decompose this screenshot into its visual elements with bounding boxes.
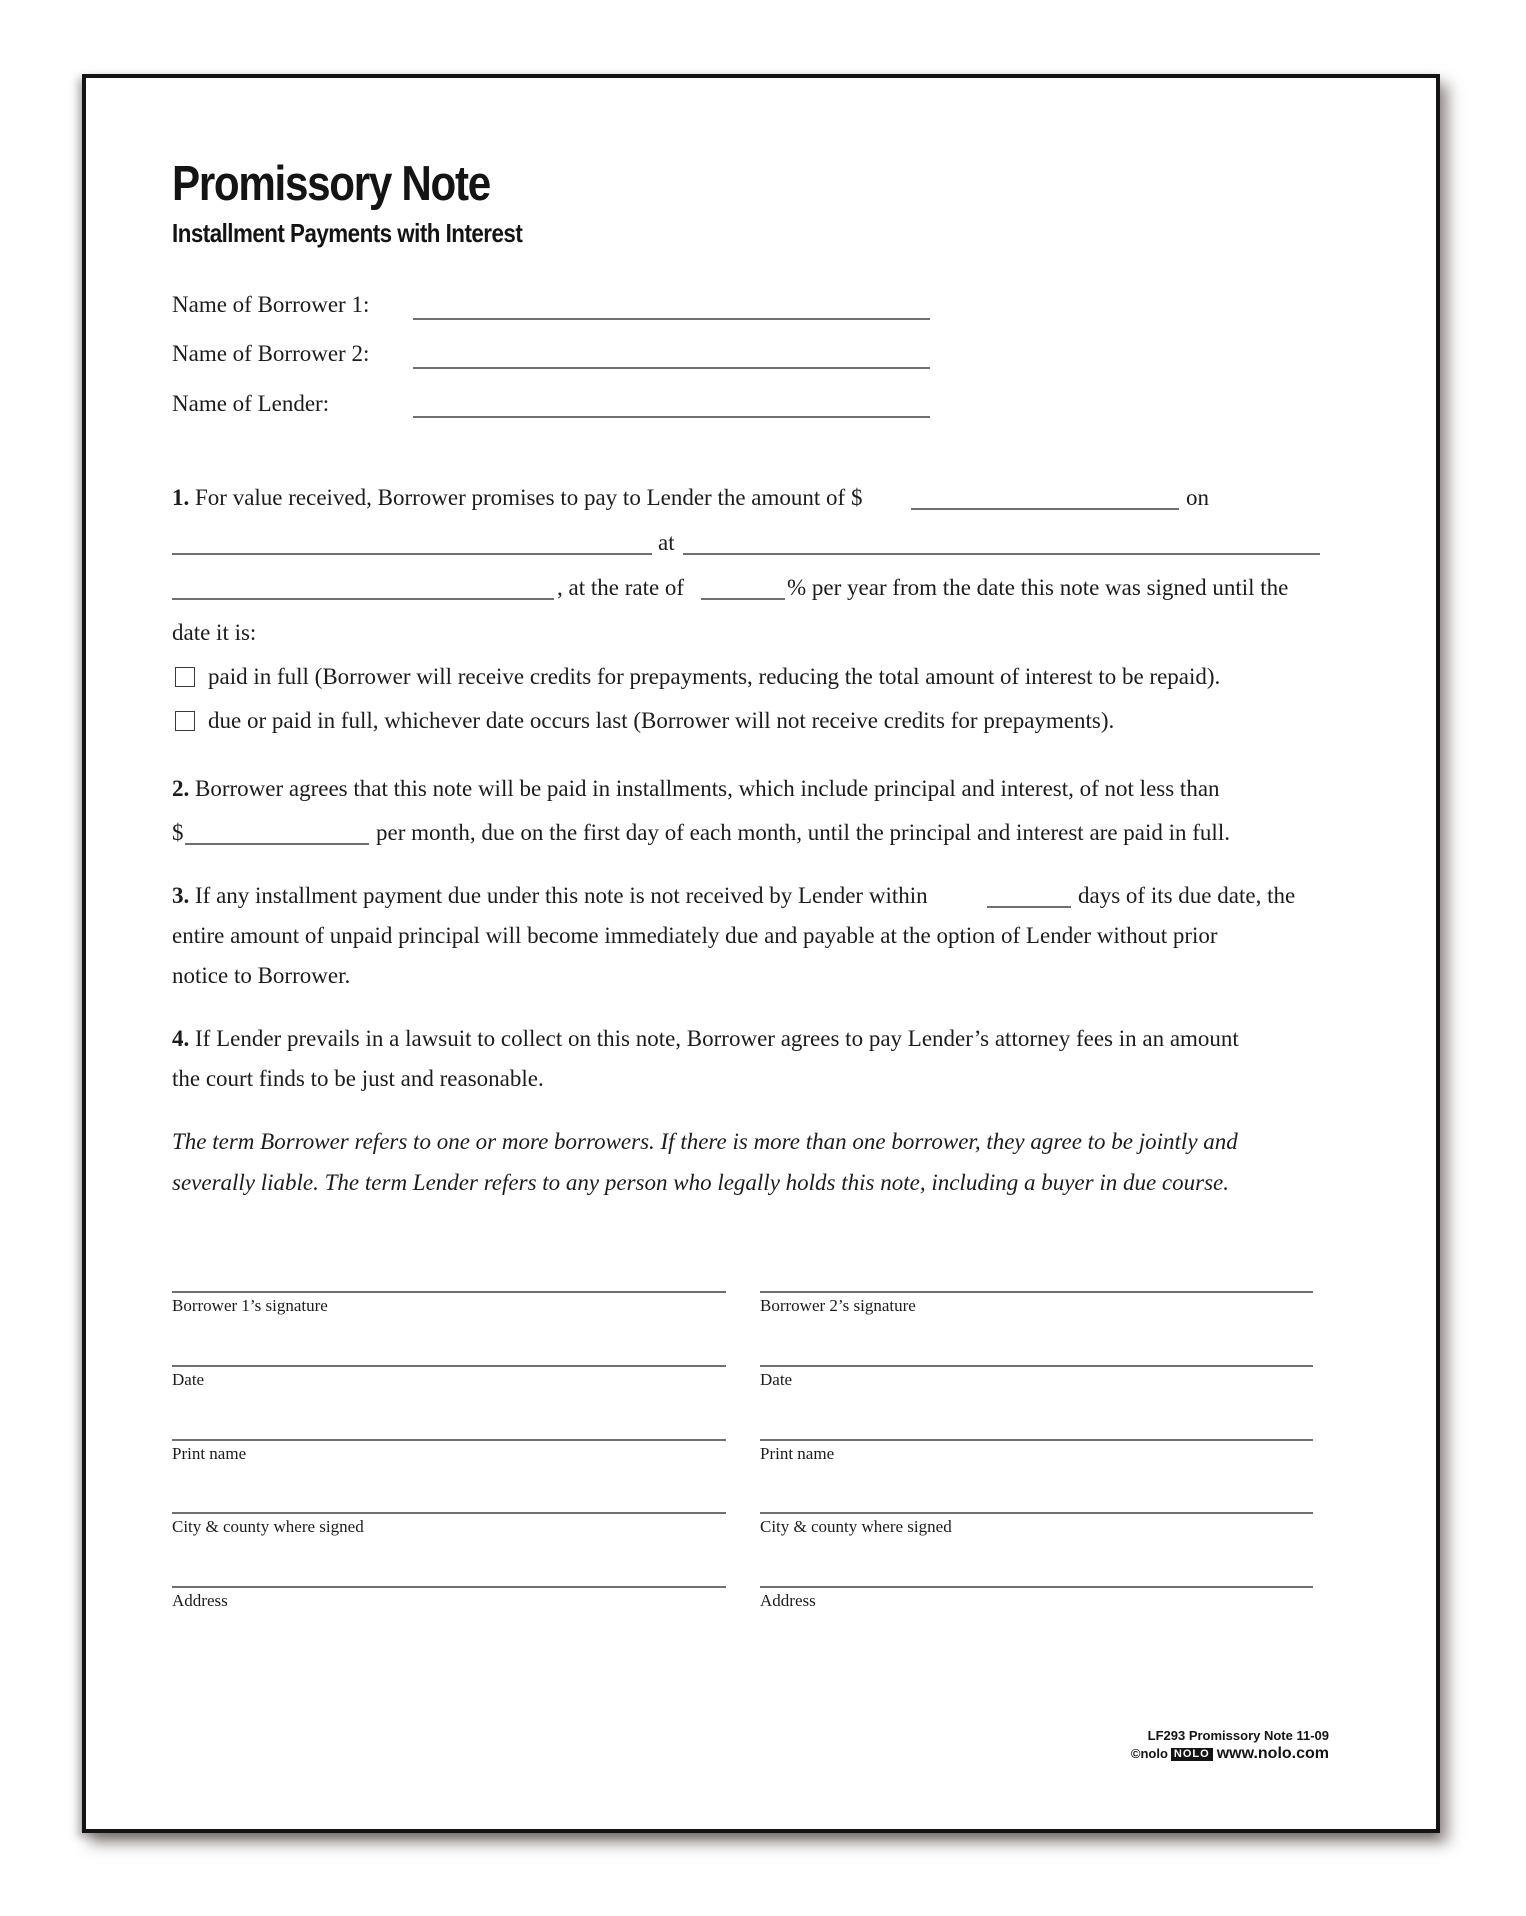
amount-field[interactable] (911, 508, 1179, 510)
clause1-on-text: on (1186, 485, 1209, 510)
nolo-logo-icon: NOLO (1171, 1748, 1213, 1761)
clause1-line1: 1. For value received, Borrower promises to pay to Lender the amount of $ (172, 485, 863, 510)
borrower2-city-county-field[interactable] (760, 1512, 1313, 1514)
form-id: LF293 Promissory Note 11-09 (1147, 1728, 1329, 1743)
borrower2-label: Name of Borrower 2: (172, 341, 370, 366)
copyright-text: ©nolo (1130, 1746, 1168, 1761)
borrower1-field[interactable] (413, 318, 930, 320)
website-link[interactable]: www.nolo.com (1216, 1745, 1329, 1762)
due-date-field[interactable] (172, 553, 652, 555)
payment-location-field-cont[interactable] (172, 598, 554, 600)
borrower1-address-label: Address (172, 1591, 228, 1610)
borrower1-date-label: Date (172, 1370, 205, 1389)
borrower1-city-county-field[interactable] (172, 1512, 726, 1514)
clause3-line1: 3. If any installment payment due under this note is not received by Lender within (172, 883, 928, 908)
borrower2-city-county-label: City & county where signed (760, 1517, 952, 1536)
borrower1-label: Name of Borrower 1: (172, 292, 370, 317)
borrower2-date-label: Date (760, 1370, 793, 1389)
borrower2-field[interactable] (413, 367, 930, 369)
clause4-line2: the court finds to be just and reasonable. (172, 1066, 544, 1091)
borrower2-address-label: Address (760, 1591, 816, 1610)
clause1-line4: date it is: (172, 620, 257, 645)
borrower1-signature-label: Borrower 1’s signature (172, 1296, 328, 1315)
borrower2-date-field[interactable] (760, 1365, 1313, 1367)
clause3-line3: notice to Borrower. (172, 963, 351, 988)
paid-in-full-label: paid in full (Borrower will receive credits for prepayments, reducing the total amount of interest to be repaid). (208, 664, 1221, 689)
borrower2-print-name-field[interactable] (760, 1439, 1313, 1441)
clause3-line1-suffix: days of its due date, the (1078, 883, 1296, 908)
lender-field[interactable] (413, 416, 930, 418)
definitions-line2: severally liable. The term Lender refers to any person who legally holds this note, including a buyer in due course. (172, 1170, 1229, 1195)
due-or-paid-checkbox[interactable] (175, 711, 195, 731)
borrower2-signature-field[interactable] (760, 1291, 1313, 1293)
monthly-payment-field[interactable] (185, 843, 369, 845)
clause2-number: 2. (172, 776, 190, 801)
document-title: Promissory Note (172, 157, 490, 211)
borrower1-date-field[interactable] (172, 1365, 726, 1367)
borrower1-signature-field[interactable] (172, 1291, 726, 1293)
document-subtitle: Installment Payments with Interest (172, 218, 523, 248)
payment-location-field[interactable] (683, 553, 1320, 555)
clause2-line1: 2. Borrower agrees that this note will be paid in installments, which include principal and interest, of not less than (172, 776, 1220, 801)
form-page (82, 74, 1440, 1833)
interest-rate-field[interactable] (701, 598, 785, 600)
clause3-line2: entire amount of unpaid principal will become immediately due and payable at the option of Lender without prior (172, 923, 1218, 948)
clause4-number: 4. (172, 1026, 190, 1051)
grace-days-field[interactable] (987, 906, 1071, 908)
borrower1-print-name-field[interactable] (172, 1439, 726, 1441)
borrower1-city-county-label: City & county where signed (172, 1517, 364, 1536)
borrower2-signature-label: Borrower 2’s signature (760, 1296, 916, 1315)
definitions-line1: The term Borrower refers to one or more borrowers. If there is more than one borrower, they agree to be jointly and (172, 1129, 1238, 1154)
borrower2-address-field[interactable] (760, 1586, 1313, 1588)
due-or-paid-label: due or paid in full, whichever date occurs last (Borrower will not receive credits for prepayments). (208, 708, 1115, 733)
borrower2-print-name-label: Print name (760, 1444, 835, 1463)
borrower1-address-field[interactable] (172, 1586, 726, 1588)
publisher-line (1131, 1745, 1329, 1763)
clause1-at-text: at (658, 530, 675, 555)
paid-in-full-checkbox[interactable] (175, 667, 195, 687)
lender-label: Name of Lender: (172, 391, 330, 416)
clause4-line1: 4. If Lender prevails in a lawsuit to collect on this note, Borrower agrees to pay Lender’s attorney fees in an amount (172, 1026, 1239, 1051)
rate-prefix-text: , at the rate of (557, 575, 685, 600)
clause2-dollar: $ (172, 820, 184, 845)
clause2-line2: per month, due on the first day of each month, until the principal and interest are paid in full. (376, 820, 1230, 845)
borrower1-print-name-label: Print name (172, 1444, 247, 1463)
clause3-number: 3. (172, 883, 190, 908)
rate-suffix-text: % per year from the date this note was signed until the (787, 575, 1289, 600)
clause1-number: 1. (172, 485, 190, 510)
